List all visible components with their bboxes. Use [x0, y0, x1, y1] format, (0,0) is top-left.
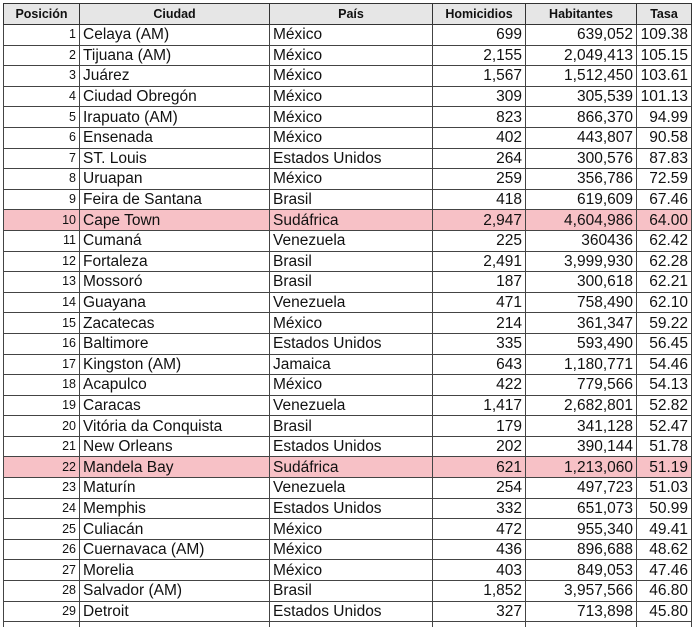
cell-population: 3,999,930 [526, 251, 637, 272]
cell-country: México [270, 539, 433, 560]
cell-city: Irapuato (AM) [80, 107, 270, 128]
cell-position: 17 [4, 354, 80, 375]
cell-city: Cape Town [80, 210, 270, 231]
table-row-cutoff [4, 622, 692, 627]
cell-position: 25 [4, 519, 80, 540]
cell-cutoff [526, 622, 637, 627]
header-position: Posición [4, 4, 80, 25]
cell-rate: 105.15 [637, 45, 692, 66]
cell-city: Guayana [80, 292, 270, 313]
cell-position: 13 [4, 272, 80, 293]
cell-city: Fortaleza [80, 251, 270, 272]
header-population: Habitantes [526, 4, 637, 25]
cell-cutoff [433, 622, 526, 627]
cell-homicides: 327 [433, 601, 526, 622]
cell-rate: 90.58 [637, 127, 692, 148]
header-homicides: Homicidios [433, 4, 526, 25]
cell-position: 26 [4, 539, 80, 560]
table-row [4, 107, 692, 128]
cell-country: México [270, 86, 433, 107]
cell-population: 849,053 [526, 560, 637, 581]
cell-homicides: 472 [433, 519, 526, 540]
cell-position: 19 [4, 395, 80, 416]
cell-country: México [270, 169, 433, 190]
cell-position: 11 [4, 230, 80, 251]
cell-position: 16 [4, 333, 80, 354]
cell-city: New Orleans [80, 436, 270, 457]
cell-population: 955,340 [526, 519, 637, 540]
cell-population: 497,723 [526, 478, 637, 499]
cell-country: Estados Unidos [270, 333, 433, 354]
cell-country: Estados Unidos [270, 436, 433, 457]
table-row [4, 169, 692, 190]
cell-position: 14 [4, 292, 80, 313]
cell-homicides: 2,947 [433, 210, 526, 231]
cell-city: Cuernavaca (AM) [80, 539, 270, 560]
cell-position: 2 [4, 45, 80, 66]
cell-position: 29 [4, 601, 80, 622]
table-row [4, 539, 692, 560]
cell-rate: 47.46 [637, 560, 692, 581]
cell-population: 593,490 [526, 333, 637, 354]
cell-population: 4,604,986 [526, 210, 637, 231]
cell-population: 896,688 [526, 539, 637, 560]
cell-homicides: 1,417 [433, 395, 526, 416]
cell-rate: 67.46 [637, 189, 692, 210]
cell-position: 23 [4, 478, 80, 499]
table-row [4, 189, 692, 210]
cell-rate: 51.03 [637, 478, 692, 499]
cell-population: 713,898 [526, 601, 637, 622]
table-body [4, 25, 692, 627]
table-row [4, 581, 692, 602]
cell-city: Cumaná [80, 230, 270, 251]
cell-rate: 87.83 [637, 148, 692, 169]
cell-cutoff [270, 622, 433, 627]
cell-rate: 45.80 [637, 601, 692, 622]
cell-position: 21 [4, 436, 80, 457]
cell-population: 1,213,060 [526, 457, 637, 478]
table-row [4, 25, 692, 46]
cell-position: 9 [4, 189, 80, 210]
cell-country: Sudáfrica [270, 457, 433, 478]
cell-rate: 52.82 [637, 395, 692, 416]
table-row [4, 127, 692, 148]
cell-homicides: 1,567 [433, 66, 526, 87]
cell-country: Brasil [270, 189, 433, 210]
cell-city: Maturín [80, 478, 270, 499]
cell-population: 866,370 [526, 107, 637, 128]
cell-city: Juárez [80, 66, 270, 87]
cell-city: ST. Louis [80, 148, 270, 169]
cell-homicides: 471 [433, 292, 526, 313]
cell-rate: 54.46 [637, 354, 692, 375]
cell-homicides: 436 [433, 539, 526, 560]
cell-city: Salvador (AM) [80, 581, 270, 602]
cell-city: Culiacán [80, 519, 270, 540]
cell-city: Uruapan [80, 169, 270, 190]
table-row [4, 230, 692, 251]
cell-city: Baltimore [80, 333, 270, 354]
cell-position: 4 [4, 86, 80, 107]
cell-country: México [270, 127, 433, 148]
cell-position: 1 [4, 25, 80, 46]
cell-city: Caracas [80, 395, 270, 416]
cell-rate: 56.45 [637, 333, 692, 354]
table-row [4, 498, 692, 519]
cell-country: Estados Unidos [270, 601, 433, 622]
cell-country: México [270, 66, 433, 87]
table-row [4, 601, 692, 622]
cell-rate: 51.19 [637, 457, 692, 478]
table-row [4, 395, 692, 416]
cell-population: 390,144 [526, 436, 637, 457]
cell-country: Venezuela [270, 395, 433, 416]
cell-homicides: 332 [433, 498, 526, 519]
cell-country: Jamaica [270, 354, 433, 375]
table-row [4, 416, 692, 437]
cell-population: 2,049,413 [526, 45, 637, 66]
header-row [4, 4, 692, 25]
cell-rate: 103.61 [637, 66, 692, 87]
cell-rate: 49.41 [637, 519, 692, 540]
cell-homicides: 2,491 [433, 251, 526, 272]
cell-position: 28 [4, 581, 80, 602]
table-row [4, 457, 692, 478]
cell-city: Feira de Santana [80, 189, 270, 210]
cell-population: 639,052 [526, 25, 637, 46]
cell-country: Venezuela [270, 292, 433, 313]
cell-position: 18 [4, 375, 80, 396]
cell-homicides: 254 [433, 478, 526, 499]
cell-city: Celaya (AM) [80, 25, 270, 46]
cell-city: Tijuana (AM) [80, 45, 270, 66]
cell-cutoff [637, 622, 692, 627]
cell-rate: 46.80 [637, 581, 692, 602]
cell-city: Memphis [80, 498, 270, 519]
cell-country: México [270, 519, 433, 540]
table-row [4, 210, 692, 231]
cell-position: 7 [4, 148, 80, 169]
cell-homicides: 643 [433, 354, 526, 375]
cell-population: 443,807 [526, 127, 637, 148]
table-row [4, 478, 692, 499]
cell-cutoff [4, 622, 80, 627]
cell-country: México [270, 25, 433, 46]
header-city: Ciudad [80, 4, 270, 25]
cell-rate: 101.13 [637, 86, 692, 107]
cell-rate: 62.42 [637, 230, 692, 251]
cell-homicides: 823 [433, 107, 526, 128]
cell-rate: 64.00 [637, 210, 692, 231]
cell-rate: 72.59 [637, 169, 692, 190]
cell-position: 3 [4, 66, 80, 87]
cell-cutoff [80, 622, 270, 627]
cell-rate: 62.21 [637, 272, 692, 293]
cell-homicides: 179 [433, 416, 526, 437]
cell-city: Mossoró [80, 272, 270, 293]
cell-position: 20 [4, 416, 80, 437]
cell-population: 651,073 [526, 498, 637, 519]
cell-country: México [270, 560, 433, 581]
cell-country: Brasil [270, 416, 433, 437]
cell-country: Brasil [270, 581, 433, 602]
cell-homicides: 1,852 [433, 581, 526, 602]
cell-city: Detroit [80, 601, 270, 622]
cell-country: Brasil [270, 251, 433, 272]
cell-country: Venezuela [270, 478, 433, 499]
cell-population: 341,128 [526, 416, 637, 437]
table-row [4, 45, 692, 66]
cell-city: Mandela Bay [80, 457, 270, 478]
cell-rate: 94.99 [637, 107, 692, 128]
cell-homicides: 309 [433, 86, 526, 107]
cell-rate: 62.28 [637, 251, 692, 272]
cell-position: 10 [4, 210, 80, 231]
cell-homicides: 699 [433, 25, 526, 46]
table-header [4, 4, 692, 25]
cell-homicides: 187 [433, 272, 526, 293]
cell-country: Brasil [270, 272, 433, 293]
cell-rate: 62.10 [637, 292, 692, 313]
cell-homicides: 418 [433, 189, 526, 210]
cell-country: México [270, 107, 433, 128]
cell-homicides: 403 [433, 560, 526, 581]
cell-population: 361,347 [526, 313, 637, 334]
cell-homicides: 264 [433, 148, 526, 169]
cell-population: 3,957,566 [526, 581, 637, 602]
cell-city: Ensenada [80, 127, 270, 148]
cell-population: 305,539 [526, 86, 637, 107]
cell-city: Kingston (AM) [80, 354, 270, 375]
table-row [4, 66, 692, 87]
cell-population: 779,566 [526, 375, 637, 396]
cell-rate: 50.99 [637, 498, 692, 519]
cell-city: Zacatecas [80, 313, 270, 334]
cell-country: Venezuela [270, 230, 433, 251]
cell-population: 300,618 [526, 272, 637, 293]
cell-country: México [270, 375, 433, 396]
cell-population: 2,682,801 [526, 395, 637, 416]
cell-country: Sudáfrica [270, 210, 433, 231]
cell-country: Estados Unidos [270, 498, 433, 519]
cell-homicides: 259 [433, 169, 526, 190]
cell-city: Ciudad Obregón [80, 86, 270, 107]
table-row [4, 148, 692, 169]
table-row [4, 436, 692, 457]
cell-country: México [270, 45, 433, 66]
cell-rate: 109.38 [637, 25, 692, 46]
cell-population: 619,609 [526, 189, 637, 210]
cell-position: 12 [4, 251, 80, 272]
ranking-table [3, 3, 692, 627]
cell-rate: 51.78 [637, 436, 692, 457]
cell-population: 356,786 [526, 169, 637, 190]
cell-position: 15 [4, 313, 80, 334]
cell-homicides: 225 [433, 230, 526, 251]
cell-position: 22 [4, 457, 80, 478]
table-row [4, 560, 692, 581]
cell-city: Vitória da Conquista [80, 416, 270, 437]
cell-homicides: 621 [433, 457, 526, 478]
cell-country: Estados Unidos [270, 148, 433, 169]
cell-rate: 48.62 [637, 539, 692, 560]
cell-rate: 52.47 [637, 416, 692, 437]
table-row [4, 272, 692, 293]
cell-city: Morelia [80, 560, 270, 581]
cell-rate: 54.13 [637, 375, 692, 396]
cell-population: 758,490 [526, 292, 637, 313]
cell-position: 27 [4, 560, 80, 581]
cell-homicides: 214 [433, 313, 526, 334]
cell-position: 8 [4, 169, 80, 190]
table-row [4, 354, 692, 375]
cell-position: 6 [4, 127, 80, 148]
table-row [4, 292, 692, 313]
cell-homicides: 2,155 [433, 45, 526, 66]
cell-population: 1,180,771 [526, 354, 637, 375]
cell-position: 24 [4, 498, 80, 519]
cell-country: México [270, 313, 433, 334]
cell-rate: 59.22 [637, 313, 692, 334]
header-country: País [270, 4, 433, 25]
header-rate: Tasa [637, 4, 692, 25]
table-row [4, 333, 692, 354]
cell-population: 300,576 [526, 148, 637, 169]
cell-position: 5 [4, 107, 80, 128]
cell-population: 1,512,450 [526, 66, 637, 87]
cell-city: Acapulco [80, 375, 270, 396]
table-row [4, 86, 692, 107]
cell-homicides: 422 [433, 375, 526, 396]
table-row [4, 251, 692, 272]
ranking-table-container [3, 3, 693, 627]
table-row [4, 313, 692, 334]
cell-homicides: 402 [433, 127, 526, 148]
cell-population: 360436 [526, 230, 637, 251]
table-row [4, 375, 692, 396]
cell-homicides: 202 [433, 436, 526, 457]
cell-homicides: 335 [433, 333, 526, 354]
table-row [4, 519, 692, 540]
